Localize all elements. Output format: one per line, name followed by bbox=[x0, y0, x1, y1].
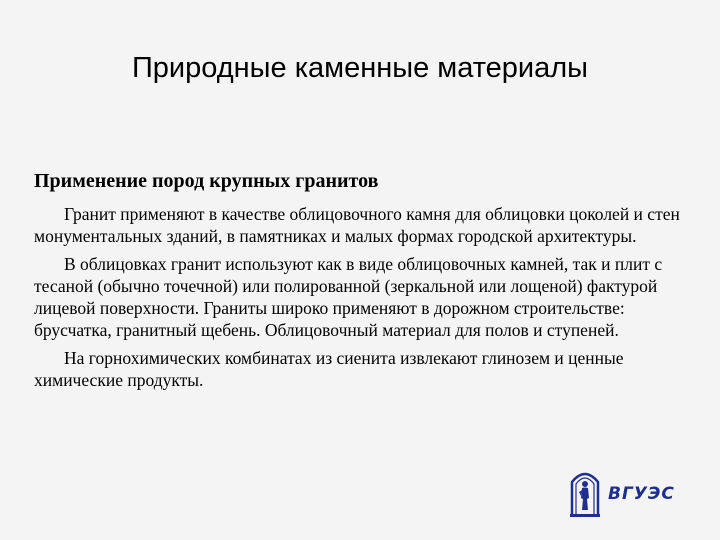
slide-title: Природные каменные материалы bbox=[131, 52, 589, 84]
paragraph-3: На горнохимических комбинатах из сиенита извлекают глинозем и ценные химические продукты. bbox=[34, 348, 624, 390]
paragraph-1: Гранит применяют в качестве облицовочного камня для облицовки цоколей и стен монументальных зданий, в памятниках и малых формах городской архитектуры. bbox=[34, 204, 680, 246]
logo-text: ВГУЭС bbox=[608, 484, 675, 504]
university-emblem-icon bbox=[568, 468, 602, 518]
university-logo bbox=[568, 468, 678, 518]
paragraph-2: В облицовках гранит используют как в виде облицовочных камней, так и плит с тесаной (обычно точечной) или полированной (зеркальной или лощеной) фактурой лицевой поверхности. Граниты широко применяют в дорожном строительстве: брусчатка, гранитный щебень. Облицовочный материал для полов и ступеней. bbox=[34, 254, 663, 340]
section-heading: Применение пород крупных гранитов bbox=[34, 170, 379, 192]
slide-content bbox=[34, 170, 690, 397]
